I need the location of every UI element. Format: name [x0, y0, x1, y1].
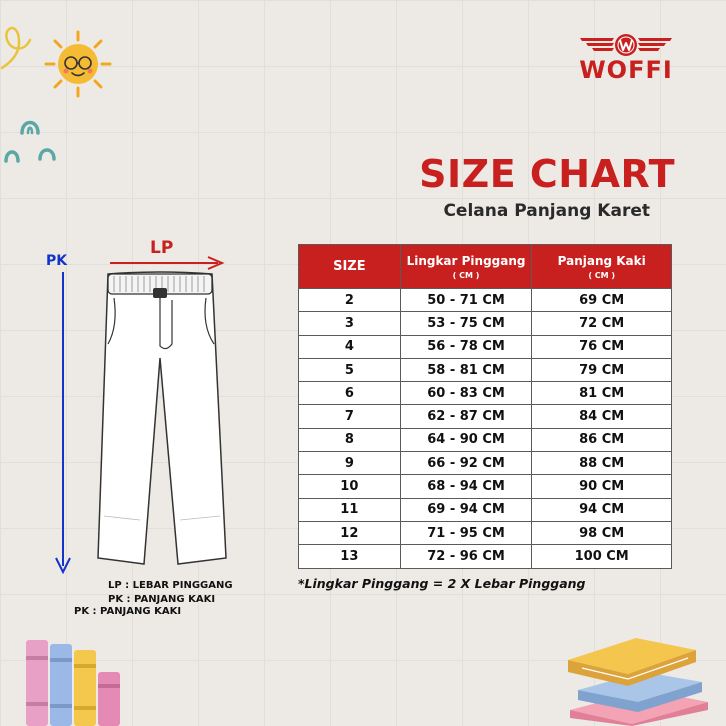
cell-size: 10 — [299, 475, 401, 498]
table-row — [299, 452, 672, 475]
table-row — [299, 545, 672, 568]
legend-lp: LP : LEBAR PINGGANG — [108, 580, 233, 591]
cell-length: 90 CM — [532, 475, 672, 498]
cell-length: 88 CM — [532, 452, 672, 475]
cell-waist: 72 - 96 CM — [400, 545, 532, 568]
cell-length: 94 CM — [532, 498, 672, 521]
cell-size: 12 — [299, 521, 401, 544]
cell-waist: 69 - 94 CM — [400, 498, 532, 521]
table-row — [299, 335, 672, 358]
page-subtitle: Celana Panjang Karet — [443, 201, 650, 221]
cell-length: 81 CM — [532, 382, 672, 405]
header-waist-label: Lingkar Pinggang — [406, 253, 526, 268]
stacked-books-icon — [562, 630, 712, 726]
pk-arrow — [52, 270, 74, 576]
table-row — [299, 428, 672, 451]
cell-length: 69 CM — [532, 289, 672, 312]
cell-waist: 56 - 78 CM — [400, 335, 532, 358]
cell-size: 4 — [299, 335, 401, 358]
cell-size: 6 — [299, 382, 401, 405]
header-length — [532, 245, 672, 289]
header-length-label: Panjang Kaki — [557, 253, 646, 268]
legend-pk-repeat: PK : PANJANG KAKI — [74, 606, 182, 617]
sun-icon — [42, 28, 114, 100]
table-row — [299, 498, 672, 521]
cell-size: 8 — [299, 428, 401, 451]
table-row — [299, 358, 672, 381]
cell-waist: 64 - 90 CM — [400, 428, 532, 451]
cell-length: 76 CM — [532, 335, 672, 358]
legend-pk: PK : PANJANG KAKI — [108, 594, 216, 605]
cell-size: 5 — [299, 358, 401, 381]
header-length-unit: ( CM ) — [588, 270, 616, 280]
table-header-row — [299, 245, 672, 289]
cell-size: 9 — [299, 452, 401, 475]
cell-size: 3 — [299, 312, 401, 335]
cell-length: 84 CM — [532, 405, 672, 428]
page-title: SIZE CHART — [419, 152, 675, 196]
cell-waist: 71 - 95 CM — [400, 521, 532, 544]
table-row — [299, 312, 672, 335]
footnote: *Lingkar Pinggang = 2 X Lebar Pinggang — [298, 576, 586, 591]
cell-length: 100 CM — [532, 545, 672, 568]
table-row — [299, 289, 672, 312]
winged-w-logo-icon — [570, 32, 682, 58]
header-waist — [400, 245, 532, 289]
pants-illustration — [92, 266, 232, 576]
cell-waist: 68 - 94 CM — [400, 475, 532, 498]
books-icon — [24, 632, 134, 726]
cell-waist: 50 - 71 CM — [400, 289, 532, 312]
cell-waist: 53 - 75 CM — [400, 312, 532, 335]
table-row — [299, 521, 672, 544]
table-row — [299, 382, 672, 405]
cell-waist: 60 - 83 CM — [400, 382, 532, 405]
size-table — [298, 244, 672, 569]
brand-logo — [570, 30, 682, 90]
cell-length: 98 CM — [532, 521, 672, 544]
cell-size: 2 — [299, 289, 401, 312]
cell-waist: 62 - 87 CM — [400, 405, 532, 428]
rainbow-icon — [2, 105, 62, 165]
cell-waist: 58 - 81 CM — [400, 358, 532, 381]
cell-size: 7 — [299, 405, 401, 428]
cell-length: 79 CM — [532, 358, 672, 381]
doodle-squiggle — [0, 20, 40, 70]
lp-label: LP — [150, 238, 174, 258]
cell-length: 72 CM — [532, 312, 672, 335]
cell-length: 86 CM — [532, 428, 672, 451]
cell-waist: 66 - 92 CM — [400, 452, 532, 475]
pk-label: PK — [46, 253, 68, 269]
cell-size: 13 — [299, 545, 401, 568]
header-waist-unit: ( CM ) — [452, 270, 480, 280]
header-size: SIZE — [299, 245, 401, 289]
table-row — [299, 475, 672, 498]
table-row — [299, 405, 672, 428]
cell-size: 11 — [299, 498, 401, 521]
brand-name: WOFFI — [579, 56, 673, 84]
